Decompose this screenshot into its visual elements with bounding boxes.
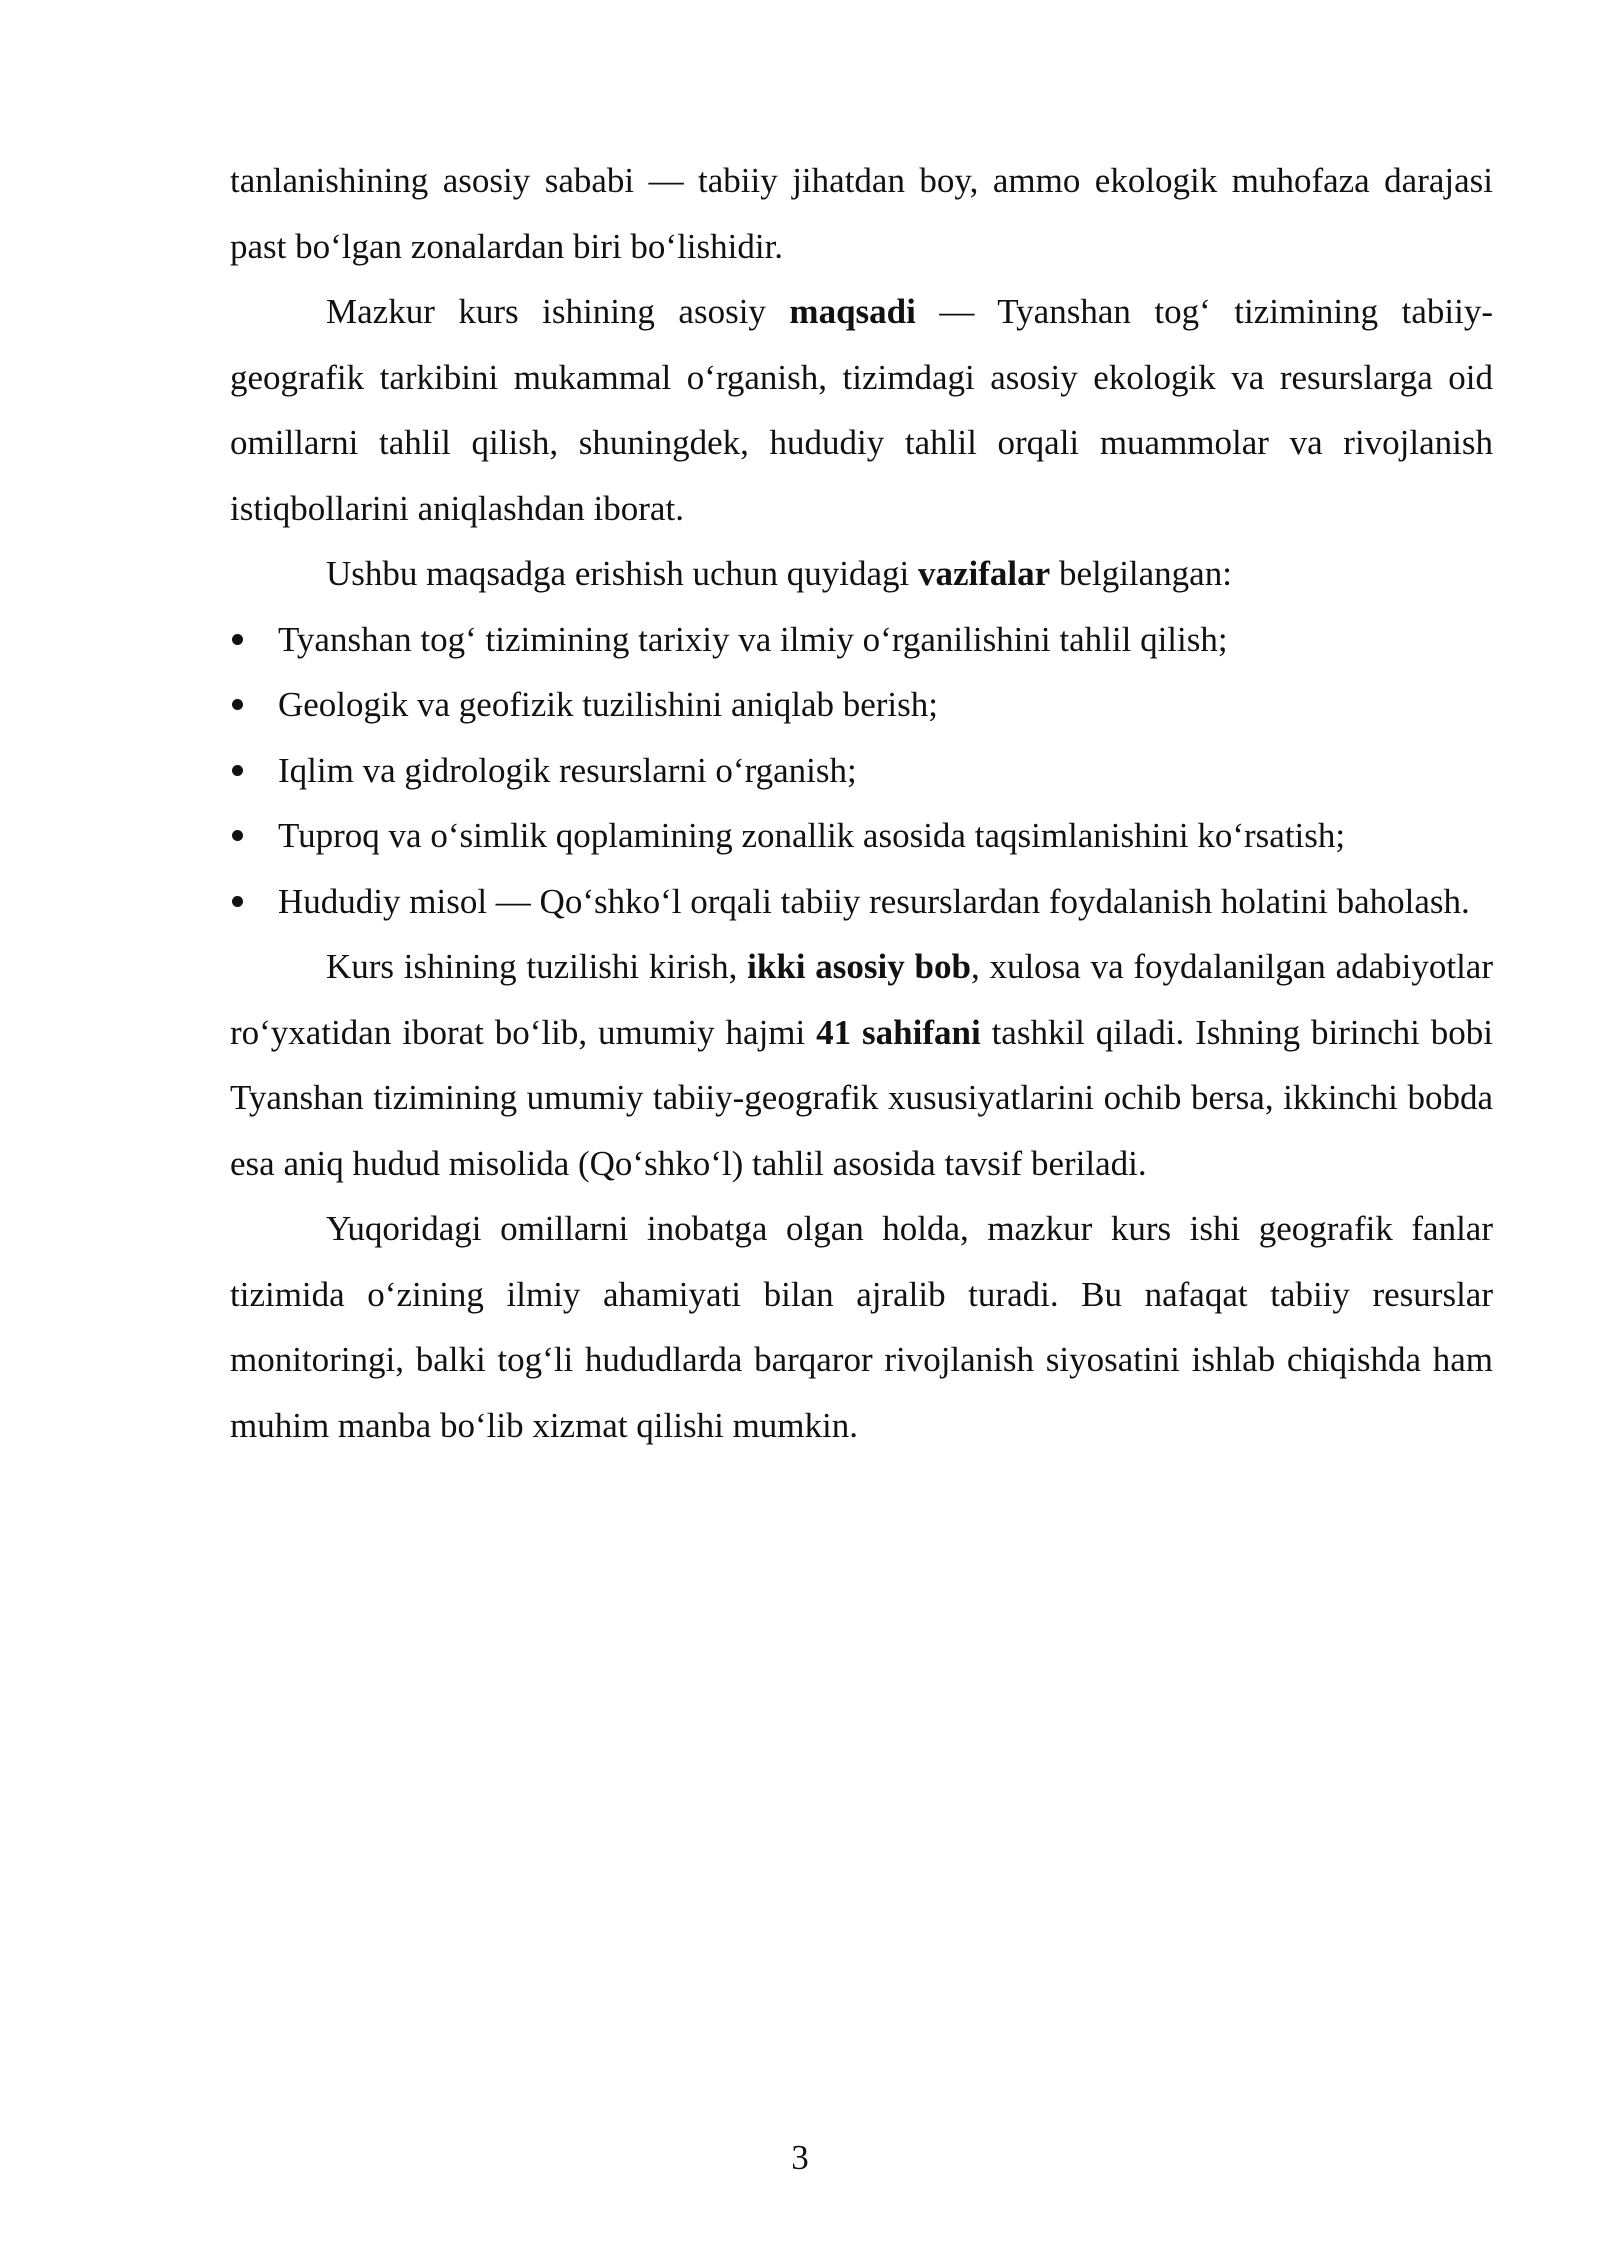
bullet-dot-icon (232, 634, 243, 645)
structure-text-1: Kurs ishining tuzilishi kirish, (326, 947, 748, 986)
task-text: Hududiy misol — Qo‘shko‘l orqali tabiiy resurslardan foydalanish holatini baholash. (278, 881, 1470, 921)
list-item (230, 803, 1493, 869)
bullet-dot-icon (232, 830, 243, 841)
structure-text-2: , xulosa va foydalanilgan adabiyotlar ro‘yxatidan iborat bo‘lib, umumiy hajmi (230, 947, 1493, 1052)
bullet-dot-icon (232, 896, 243, 907)
paragraph-tasks-intro (230, 541, 1493, 607)
tasks-intro-before: Ushbu maqsadga erishish uchun quyidagi (326, 554, 918, 593)
task-list (230, 607, 1493, 935)
paragraph-intro-continuation: tanlanishining asosiy sababi — tabiiy jihatdan boy, ammo ekologik muhofaza darajasi past bo‘lgan zonalardan biri bo‘lishidir. (230, 161, 1493, 266)
structure-keyword-pages: 41 sahifani (816, 1012, 981, 1052)
task-text: Geologik va geofizik tuzilishini aniqlab berish; (278, 685, 938, 724)
structure-text-3: tashkil qiladi. Ishning birinchi bobi Tyanshan tizimining umumiy tabiiy-geografik xususiyatlarini ochib bersa, ikkinchi bobda esa aniq hudud misolida (Qo‘shko‘l) tahlil asosida tavsif beriladi. (230, 1012, 1493, 1183)
list-item (230, 607, 1493, 673)
list-item (230, 738, 1493, 804)
list-item (230, 672, 1493, 738)
task-text: Tyanshan tog‘ tizimining tarixiy va ilmiy o‘rganilishini tahlil qilish; (278, 619, 1228, 659)
paragraph-significance: Yuqoridagi omillarni inobatga olgan holda, mazkur kurs ishi geografik fanlar tizimida o‘zining ilmiy ahamiyati bilan ajralib turadi. Bu nafaqat tabiiy resurslar monitoringi, balki tog‘li hududlarda barqaror rivojlanish siyosatini ishlab chiqishda ham muhim manba bo‘lib xizmat qilishi mumkin. (230, 1209, 1493, 1445)
goal-keyword: maqsadi (789, 292, 916, 331)
tasks-intro-after: belgilangan: (1050, 554, 1232, 593)
body-text (230, 148, 1493, 1458)
tasks-keyword: vazifalar (918, 554, 1051, 593)
goal-text-after: — Tyanshan tog‘ tizimining tabiiy-geografik tarkibini mukammal o‘rganish, tizimdagi asosiy ekologik va resurslarga oid omillarni tahlil qilish, shuningdek, hududiy tahlil orqali muammolar va rivojlanish istiqbollarini aniqlashdan iborat. (230, 292, 1493, 528)
bullet-dot-icon (232, 765, 243, 776)
list-item (230, 869, 1493, 935)
paragraph-structure (230, 934, 1493, 1196)
task-text: Tuproq va o‘simlik qoplamining zonallik asosida taqsimlanishini ko‘rsatish; (278, 816, 1346, 855)
structure-keyword-chapters: ikki asosiy bob (747, 947, 971, 986)
goal-text-before: Mazkur kurs ishining asosiy (326, 292, 790, 331)
task-text: Iqlim va gidrologik resurslarni o‘rganish; (278, 750, 857, 790)
page-number: 3 (791, 2138, 809, 2177)
paragraph-goal (230, 279, 1493, 541)
bullet-dot-icon (232, 699, 243, 710)
